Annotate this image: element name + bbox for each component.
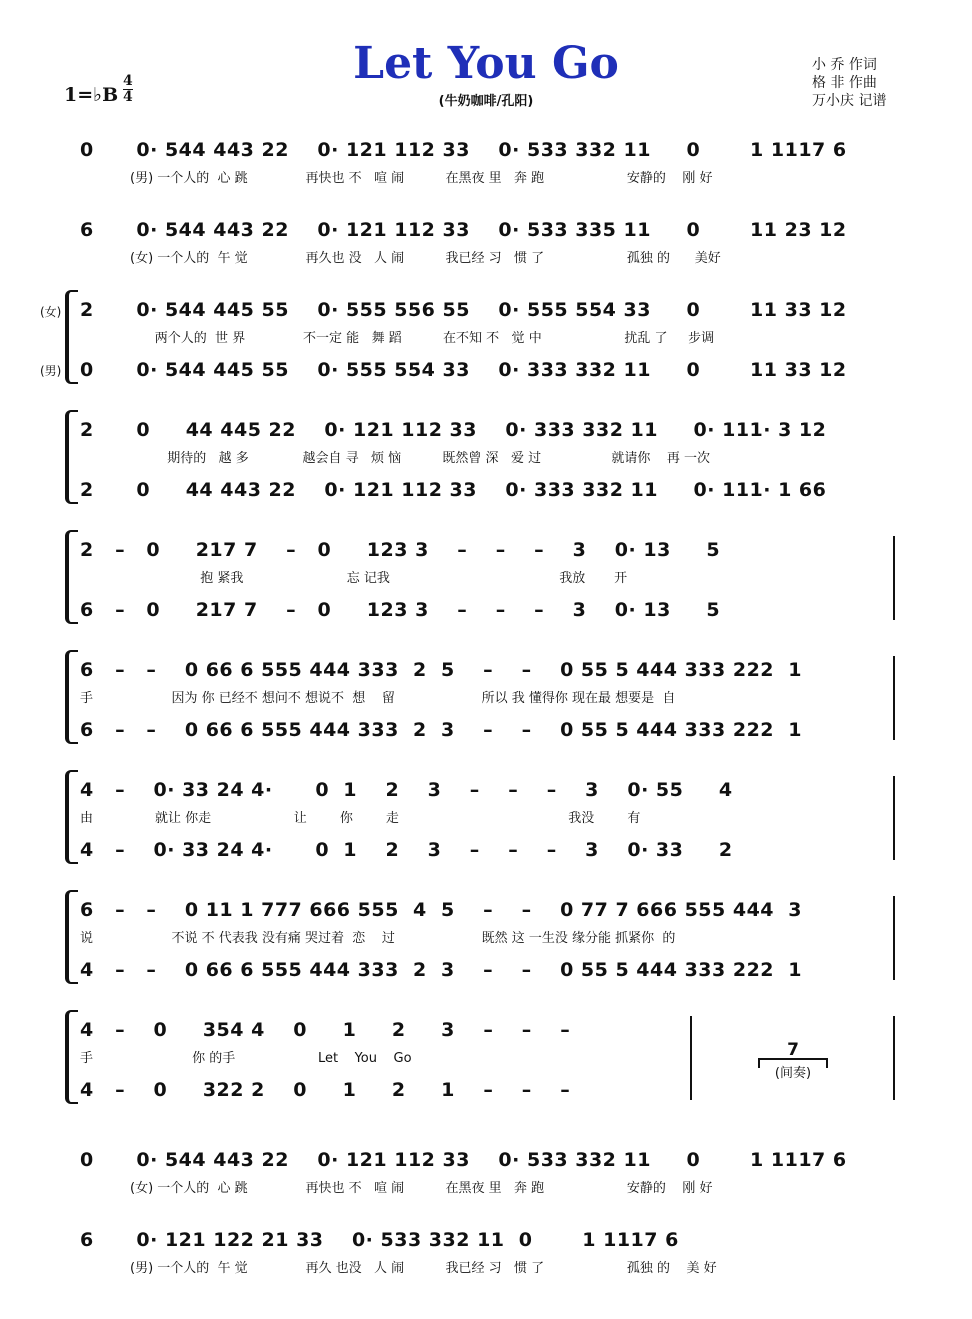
lyrics-row-5: 期待的 越 多 越会自 寻 烦 恼 既然曾 深 爱 过 就请你 再 一次 [130, 451, 710, 466]
notes-row-17: 0 0· 544 443 22 0· 121 112 33 0· 533 332 11 0 1 1117 6 [80, 1149, 847, 1171]
notes-row-13: 6 – – 0 11 1 777 666 555 4 5 – – 0 77 7 666 555 444 3 [80, 899, 802, 921]
notes-row-6: 2 0 44 443 22 0· 121 112 33 0· 333 332 11 0· 111· 1 66 [80, 479, 827, 501]
time-top: 4 [123, 73, 133, 89]
system-brace [65, 290, 78, 384]
interlude-measures: 7 [787, 1040, 799, 1060]
system-brace [65, 530, 78, 624]
notes-row-7: 2 – 0 217 7 – 0 123 3 – – – 3 0· 13 5 [80, 539, 721, 561]
song-subtitle: (牛奶咖啡/孔阳) [438, 94, 534, 109]
lyrics-row-18: (男) 一个人的 午 觉 再久 也没 人 闹 我已经 习 惯 了 孤独 的 美 好 [130, 1261, 717, 1276]
notes-row-11: 4 – 0· 33 24 4· 0 1 2 3 – – – 3 0· 55 4 [80, 779, 733, 801]
notes-row-12: 4 – 0· 33 24 4· 0 1 2 3 – – – 3 0· 33 2 [80, 839, 733, 861]
notes-row-5: 2 0 44 445 22 0· 121 112 33 0· 333 332 11 0· 111· 3 12 [80, 419, 827, 441]
system-brace [65, 650, 78, 744]
notes-row-3: 2 0· 544 445 55 0· 555 556 55 0· 555 554 33 0 11 33 12 [80, 299, 847, 321]
lyrics-row-9: 手 因为 你 已经不 想问不 想说不 想 留 所以 我 懂得你 现在最 想要是 自 [80, 691, 676, 706]
notes-row-15: 4 – 0 354 4 0 1 2 3 – – – [80, 1019, 571, 1041]
credits [812, 56, 886, 110]
lyrics-row-15: 手 你 的手 Let You Go [80, 1051, 412, 1066]
notes-row-14: 4 – – 0 66 6 555 444 333 2 3 – – 0 55 5 444 333 222 1 [80, 959, 802, 981]
lyrics-row-1: (男) 一个人的 心 跳 再快也 不 喧 闹 在黑夜 里 奔 跑 安静的 刚 好 [130, 171, 713, 186]
notes-row-16: 4 – 0 322 2 0 1 2 1 – – – [80, 1079, 571, 1101]
lyrics-row-17: (女) 一个人的 心 跳 再快也 不 喧 闹 在黑夜 里 奔 跑 安静的 刚 好 [130, 1181, 713, 1196]
barline [690, 1016, 692, 1100]
composer: 格 非 作曲 [812, 75, 877, 91]
notes-row-18: 6 0· 121 122 21 33 0· 533 332 11 0 1 1117 6 [80, 1229, 679, 1251]
barline [893, 776, 895, 860]
lyrics-row-2: (女) 一个人的 午 觉 再久也 没 人 闹 我已经 习 惯 了 孤独 的 美好 [130, 251, 721, 266]
notes-row-8: 6 – 0 217 7 – 0 123 3 – – – 3 0· 13 5 [80, 599, 721, 621]
barline [893, 1016, 895, 1100]
lyrics-row-11: 由 就让 你走 让 你 走 我没 有 [80, 811, 641, 826]
notes-row-4: 0 0· 544 445 55 0· 555 554 33 0· 333 332 11 0 11 33 12 [80, 359, 847, 381]
notes-row-10: 6 – – 0 66 6 555 444 333 2 3 – – 0 55 5 444 333 222 1 [80, 719, 802, 741]
transcriber: 万小庆 记谱 [812, 93, 887, 109]
part-label: (男) [40, 364, 62, 378]
barline [893, 896, 895, 980]
part-label: (女) [40, 305, 62, 319]
time-bottom: 4 [123, 89, 133, 105]
lyrics-row-3: 两个人的 世 界 不一定 能 舞 蹈 在不知 不 觉 中 扰乱 了 步调 [130, 331, 715, 346]
system-brace [65, 410, 78, 504]
interlude-label: (间奏) [774, 1066, 812, 1081]
notes-row-9: 6 – – 0 66 6 555 444 333 2 5 – – 0 55 5 444 333 222 1 [80, 659, 802, 681]
lyrics-row-13: 说 不说 不 代表我 没有痛 哭过着 恋 过 既然 这 一生没 缘分能 抓紧你 的 [80, 931, 676, 946]
lyrics-row-7: 抱 紧我 忘 记我 我放 开 [130, 571, 628, 586]
notes-row-1: 0 0· 544 443 22 0· 121 112 33 0· 533 332 11 0 1 1117 6 [80, 139, 847, 161]
system-brace [65, 1010, 78, 1104]
lyricist: 小 乔 作词 [812, 57, 877, 73]
barline [893, 536, 895, 620]
system-brace [65, 890, 78, 984]
interlude-marker [758, 1040, 828, 1081]
song-title: Let You Go [353, 38, 619, 89]
barline [893, 656, 895, 740]
time-signature [123, 74, 133, 105]
notes-row-2: 6 0· 544 443 22 0· 121 112 33 0· 533 335 11 0 11 23 12 [80, 219, 847, 241]
key-signature: 1=♭B [64, 84, 119, 106]
system-brace [65, 770, 78, 864]
